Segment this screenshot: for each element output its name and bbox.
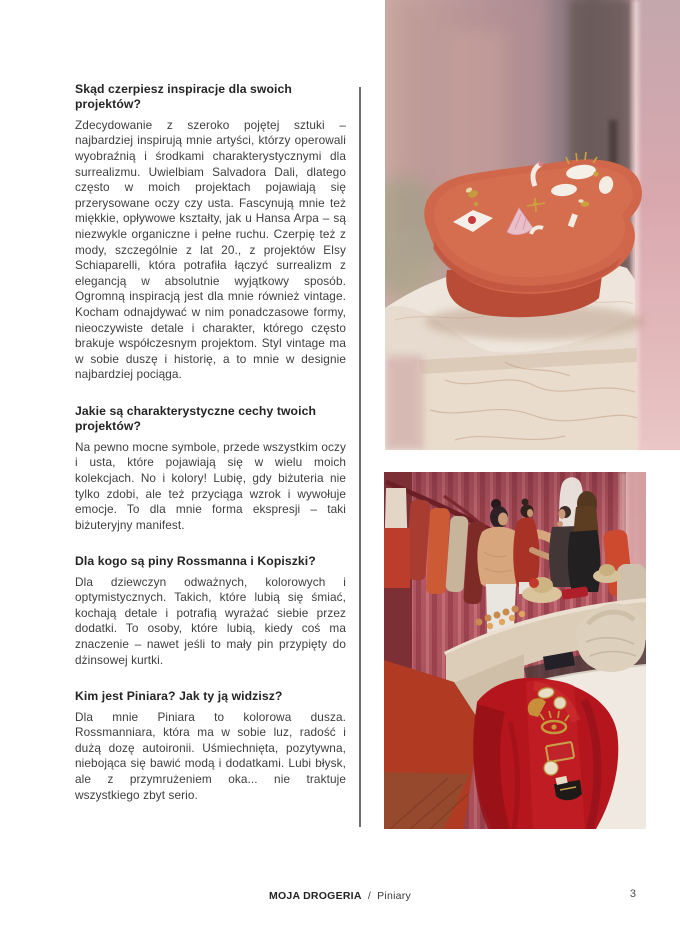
question-heading: Jakie są charakterystyczne cechy twoich projektów? <box>75 403 317 434</box>
photo-boutique <box>384 472 646 829</box>
vertical-divider-line <box>359 87 361 827</box>
qa-section-pins-audience <box>75 554 346 668</box>
footer-separator: / <box>367 890 371 902</box>
footer-section-name: Piniary <box>377 890 412 902</box>
question-heading: Skąd czerpiesz inspiracje dla swoich projektów? <box>75 82 292 112</box>
answer-paragraph: Dla mnie Piniara to kolorowa dusza. Rossmanniara, która ma w sobie luz, radość i dużą dozę autoironii. Uśmiechnięta, pozytywna, niebojąca się bawić modą i dodatkami. Lubi błysk, ale z przymrużeniem oka... nie traktuje wszystkiego zbyt serio. <box>75 709 346 802</box>
pin-display-illustration <box>385 0 680 450</box>
qa-section-inspirations <box>75 82 346 383</box>
interview-text-column <box>75 82 346 803</box>
photo-pin-display <box>385 0 680 450</box>
page-number: 3 <box>629 888 636 900</box>
qa-section-characteristics <box>75 404 346 533</box>
pink-column <box>632 0 680 450</box>
boutique-illustration <box>384 472 646 829</box>
footer-brand-line <box>0 890 680 902</box>
question-heading: Kim jest Piniara? Jak ty ją widzisz? <box>75 689 283 704</box>
qa-section-piniara <box>75 689 346 803</box>
answer-paragraph: Dla dziewczyn odważnych, kolorowych i optymistycznych. Takich, które lubią się śmiać, kochają detale i potrafią wyrażać siebie przez dodatki. To osoby, które lubią, kiedy coś ma znaczenie – nawet jeśli to mały pin przypięty do dżinsowej kurtki. <box>75 574 346 667</box>
answer-paragraph: Zdecydowanie z szeroko pojętej sztuki – najbardziej inspirują mnie artyści, którzy operowali wyobraźnią i środkami charakterystycznymi dla surrealizmu. Uwielbiam Salvadora Dali, dlatego często w moich projektach pojawiają się przerysowane oczy czy usta. Fascynują mnie też miękkie, opływowe kształty, jak u Hansa Arpa – są niezwykle organiczne i pełne ruchu. Czerpię też z mody, szczególnie z lat 20., z projektów Elsy Schiaparelli, która potrafiła łączyć surrealizm z elegancją w absolutnie wyjątkowy sposób. Ogromną inspiracją jest dla mnie również vintage. Kocham odnajdywać w nim ponadczasowe formy, nieoczywiste detale i charakter, którego często brakuje współczesnym projektom. Styl vintage ma w sobie duszę i historię, a to mnie w designie najbardziej pociąga. <box>75 117 346 382</box>
answer-paragraph: Na pewno mocne symbole, przede wszystkim oczy i usta, które pojawiają się w wielu moich kolekcjach. No i kolory! Lubię, gdy biżuteria nie tylko zdobi, ale też przyciąga wzrok i wywołuje emocje. To dla mnie forma ekspresji – taki biżuteryjny manifest. <box>75 439 346 532</box>
red-jacket-with-pins <box>473 678 618 829</box>
question-heading: Dla kogo są piny Rossmanna i Kopiszki? <box>75 554 316 569</box>
brand-name: MOJA DROGERIA <box>268 890 362 902</box>
